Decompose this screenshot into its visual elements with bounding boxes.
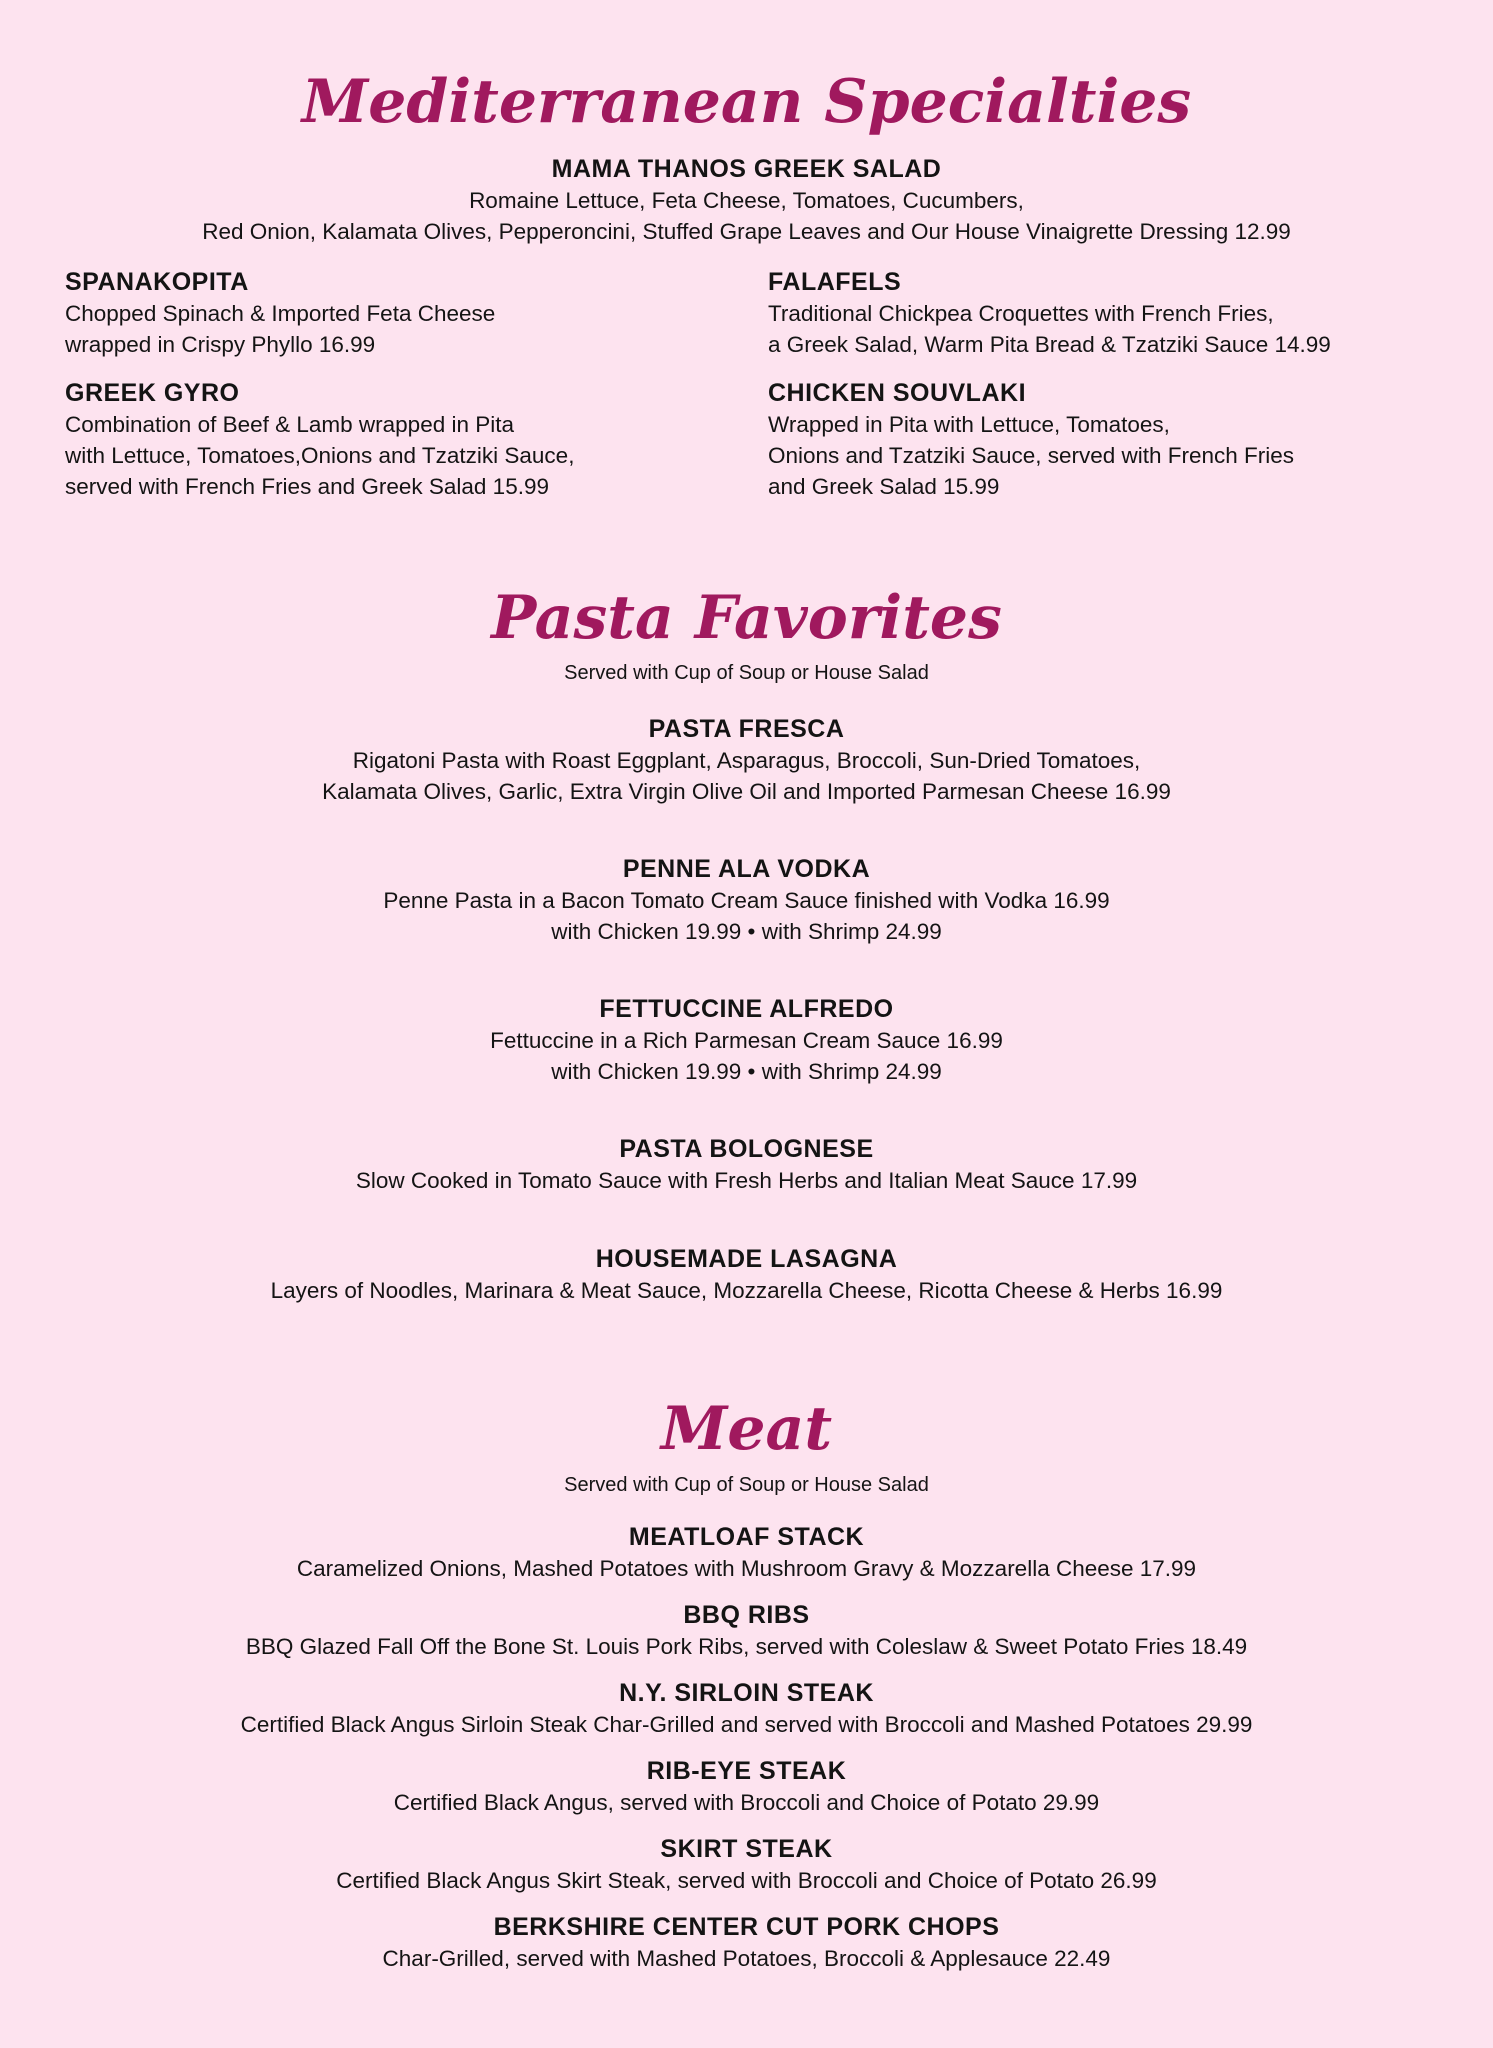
item-name: N.Y. SIRLOIN STEAK [619,1679,874,1707]
section-title-mediterranean: Mediterranean Specialties [301,67,1192,137]
desc-line: served with French Fries and Greek Salad 15.99 [65,474,549,499]
item-name: MEATLOAF STACK [628,1523,865,1551]
menu-item-rib-eye-steak [60,1755,1433,1818]
desc-line: Certified Black Angus, served with Broccoli and Choice of Potato 29.99 [393,1790,1100,1815]
section-title-pasta: Pasta Favorites [491,583,1002,653]
desc-line: Chopped Spinach & Imported Feta Cheese [65,301,496,326]
item-description [768,409,1468,502]
menu-item-greek-gyro [65,377,745,502]
item-name: CHICKEN SOUVLAKI [768,379,1027,407]
menu-item-penne-ala-vodka [60,853,1433,947]
item-name: SPANAKOPITA [65,268,249,296]
desc-line: with Chicken 19.99 • with Shrimp 24.99 [551,919,942,944]
item-name: RIB-EYE STEAK [646,1757,847,1785]
desc-line: Certified Black Angus Skirt Steak, served with Broccoli and Choice of Potato 26.99 [336,1868,1157,1893]
desc-line: and Greek Salad 15.99 [768,474,1000,499]
menu-item-housemade-lasagna [60,1243,1433,1306]
menu-item-falafels [768,266,1468,360]
desc-line: Romaine Lettuce, Feta Cheese, Tomatoes, Cucumbers, [469,188,1024,213]
menu-item-ny-sirloin-steak [60,1677,1433,1740]
desc-line: Caramelized Onions, Mashed Potatoes with Mushroom Gravy & Mozzarella Cheese 17.99 [296,1556,1197,1581]
desc-line: Char-Grilled, served with Mashed Potatoes, Broccoli & Applesauce 22.49 [382,1946,1111,1971]
desc-line: Onions and Tzatziki Sauce, served with French Fries [768,443,1295,468]
item-name: BERKSHIRE CENTER CUT PORK CHOPS [493,1913,1000,1941]
item-description [60,185,1433,247]
desc-line: Fettuccine in a Rich Parmesan Cream Sauce 16.99 [490,1028,1003,1053]
item-description [60,1631,1433,1662]
menu-item-meatloaf-stack [60,1521,1433,1584]
item-description [65,298,745,360]
desc-line: BBQ Glazed Fall Off the Bone St. Louis Pork Ribs, served with Coleslaw & Sweet Potato Fries 18.49 [245,1634,1248,1659]
menu-item-berkshire-pork-chops [60,1911,1433,1974]
item-name: GREEK GYRO [65,379,240,407]
item-name: SKIRT STEAK [660,1835,833,1863]
item-name: FALAFELS [768,268,902,296]
section-note-meat: Served with Cup of Soup or House Salad [564,1474,929,1496]
section-note-pasta: Served with Cup of Soup or House Salad [564,662,929,684]
menu-item-pasta-bolognese [60,1133,1433,1196]
item-description [60,1275,1433,1306]
desc-line: Red Onion, Kalamata Olives, Pepperoncini, Stuffed Grape Leaves and Our House Vinaigrette Dressing 12.99 [202,219,1291,244]
desc-line: with Chicken 19.99 • with Shrimp 24.99 [551,1059,942,1084]
item-description [60,885,1433,947]
section-title-meat: Meat [660,1394,833,1464]
desc-line: Layers of Noodles, Marinara & Meat Sauce, Mozzarella Cheese, Ricotta Cheese & Herbs 16.99 [270,1278,1223,1303]
item-name: PENNE ALA VODKA [622,855,871,883]
desc-line: Wrapped in Pita with Lettuce, Tomatoes, [768,412,1170,437]
item-description [60,1165,1433,1196]
desc-line: Penne Pasta in a Bacon Tomato Cream Sauce finished with Vodka 16.99 [383,888,1110,913]
item-description [60,745,1433,807]
desc-line: Rigatoni Pasta with Roast Eggplant, Asparagus, Broccoli, Sun-Dried Tomatoes, [352,748,1141,773]
item-description [60,1943,1433,1974]
desc-line: Combination of Beef & Lamb wrapped in Pita [65,412,515,437]
menu-item-fettuccine-alfredo [60,993,1433,1087]
item-description [60,1787,1433,1818]
item-name: BBQ RIBS [683,1601,810,1629]
desc-line: Certified Black Angus Sirloin Steak Char-Grilled and served with Broccoli and Mashed Potatoes 29.99 [240,1712,1253,1737]
desc-line: with Lettuce, Tomatoes,Onions and Tzatziki Sauce, [65,443,575,468]
desc-line: Kalamata Olives, Garlic, Extra Virgin Olive Oil and Imported Parmesan Cheese 16.99 [322,779,1171,804]
item-description [60,1553,1433,1584]
menu-item-pasta-fresca [60,713,1433,807]
desc-line: a Greek Salad, Warm Pita Bread & Tzatziki Sauce 14.99 [768,332,1331,357]
desc-line: wrapped in Crispy Phyllo 16.99 [65,332,376,357]
item-name: MAMA THANOS GREEK SALAD [551,155,942,183]
item-description [60,1865,1433,1896]
menu-item-spanakopita [65,266,745,360]
desc-line: Slow Cooked in Tomato Sauce with Fresh Herbs and Italian Meat Sauce 17.99 [355,1168,1138,1193]
item-description [60,1025,1433,1087]
item-description [65,409,745,502]
item-name: PASTA FRESCA [648,715,845,743]
item-name: FETTUCCINE ALFREDO [599,995,894,1023]
menu-item-chicken-souvlaki [768,377,1468,502]
item-description [60,1709,1433,1740]
desc-line: Traditional Chickpea Croquettes with French Fries, [768,301,1274,326]
item-name: PASTA BOLOGNESE [619,1135,874,1163]
menu-item-greek-salad [60,153,1433,247]
menu-item-bbq-ribs [60,1599,1433,1662]
item-name: HOUSEMADE LASAGNA [595,1245,898,1273]
menu-item-skirt-steak [60,1833,1433,1896]
item-description [768,298,1468,360]
